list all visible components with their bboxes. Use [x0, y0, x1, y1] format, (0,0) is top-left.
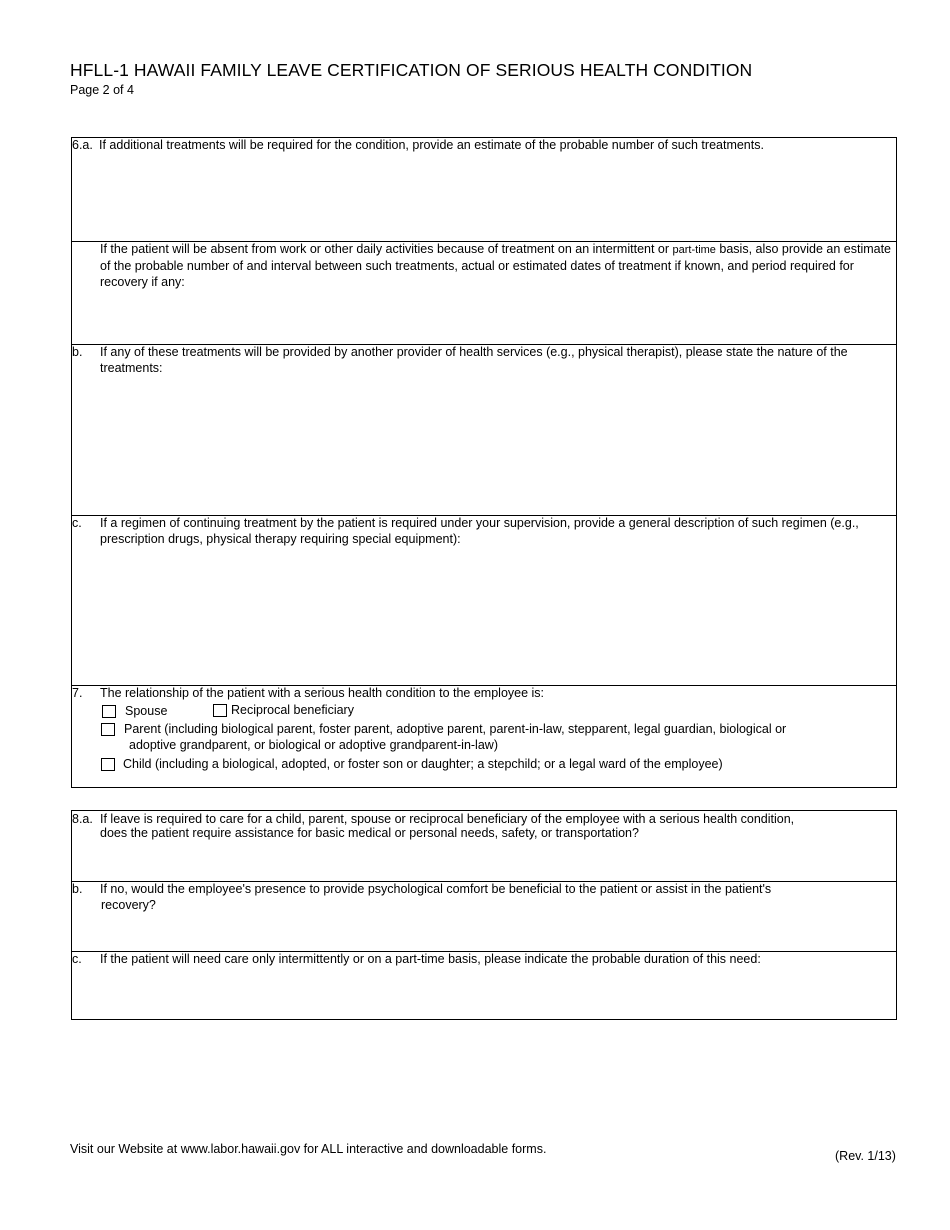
question-6a-label: 6.a.: [72, 138, 93, 152]
page-number: Page 2 of 4: [70, 83, 134, 97]
question-6b: [72, 344, 896, 515]
form-title: HFLL-1 HAWAII FAMILY LEAVE CERTIFICATION OF SERIOUS HEALTH CONDITION: [70, 60, 753, 80]
parent-label-line2: adoptive grandparent, or biological or adoptive grandparent-in-law): [129, 738, 498, 752]
question-8a-label: 8.a.: [72, 812, 93, 826]
question-6a-intermittent-text-2: basis, also provide an estimate of the probable number of and interval between such treatments, actual or estimated dates of treatment if known, and period required for recovery if any:: [100, 242, 892, 289]
question-8b-line2: recovery?: [101, 898, 156, 912]
question-7-text: The relationship of the patient with a serious health condition to the employee is:: [100, 686, 545, 700]
question-6a-intermittent-text-small: part-time: [672, 244, 716, 256]
reciprocal-beneficiary-label: Reciprocal beneficiary: [231, 703, 354, 717]
question-6b-text: If any of these treatments will be provided by another provider of health services (e.g., physical therapist), please state the nature of the treatments:: [100, 345, 848, 375]
child-checkbox[interactable]: [101, 758, 115, 771]
question-6b-label: b.: [72, 345, 83, 359]
parent-label-line1: Parent (including biological parent, foster parent, adoptive parent, parent-in-law, stepparent, legal guardian, biological or: [124, 722, 787, 736]
reciprocal-beneficiary-checkbox[interactable]: [213, 704, 227, 717]
question-6b-answer[interactable]: [74, 383, 894, 513]
question-8a-line1: If leave is required to care for a child, parent, spouse or reciprocal beneficiary of the employee with a serious health condition,: [100, 812, 795, 826]
question-8b-label: b.: [72, 882, 83, 896]
revision-label: (Rev. 1/13): [835, 1149, 896, 1163]
question-8a-answer[interactable]: [74, 845, 894, 879]
question-8a-line2: does the patient require assistance for basic medical or personal needs, safety, or transportation?: [100, 826, 639, 840]
question-8c-label: c.: [72, 952, 82, 966]
question-8c-text: If the patient will need care only intermittently or on a part-time basis, please indicate the probable duration of this need:: [100, 952, 761, 966]
question-6c-text: If a regimen of continuing treatment by the patient is required under your supervision, provide a general description of such regimen (e.g., prescription drugs, physical therapy requiring special equipment):: [100, 516, 859, 546]
question-6a-intermittent-text-1: If the patient will be absent from work or other daily activities because of treatment on an intermittent or: [100, 242, 673, 256]
footer-website-note: Visit our Website at www.labor.hawaii.gov for ALL interactive and downloadable forms.: [70, 1142, 547, 1156]
question-6a-text: If additional treatments will be required for the condition, provide an estimate of the probable number of such treatments.: [99, 138, 764, 152]
question-6c-label: c.: [72, 516, 82, 530]
question-8a: [72, 811, 896, 881]
spouse-label: Spouse: [125, 704, 168, 718]
question-7-label: 7.: [72, 686, 83, 700]
question-8b: [72, 881, 896, 951]
question-8c: [72, 951, 896, 1019]
question-8b-answer[interactable]: [74, 918, 894, 949]
question-6a-intermittent-answer[interactable]: [74, 296, 894, 342]
question-7: [72, 685, 896, 788]
question-6a: [72, 138, 896, 241]
question-6c-answer[interactable]: [74, 554, 894, 683]
section-8-box: [71, 810, 897, 1020]
question-8b-line1: If no, would the employee's presence to provide psychological comfort be beneficial to the patient or assist in the patient's: [100, 882, 772, 896]
spouse-checkbox[interactable]: [102, 705, 116, 718]
section-6-7-box: [71, 137, 897, 788]
question-6a-answer[interactable]: [74, 160, 894, 239]
question-8c-answer[interactable]: [74, 972, 894, 1017]
child-label: Child (including a biological, adopted, or foster son or daughter; a stepchild; or a legal ward of the employee): [123, 757, 723, 771]
question-6c: [72, 515, 896, 685]
parent-checkbox[interactable]: [101, 723, 115, 736]
question-6a-intermittent: [72, 241, 896, 344]
